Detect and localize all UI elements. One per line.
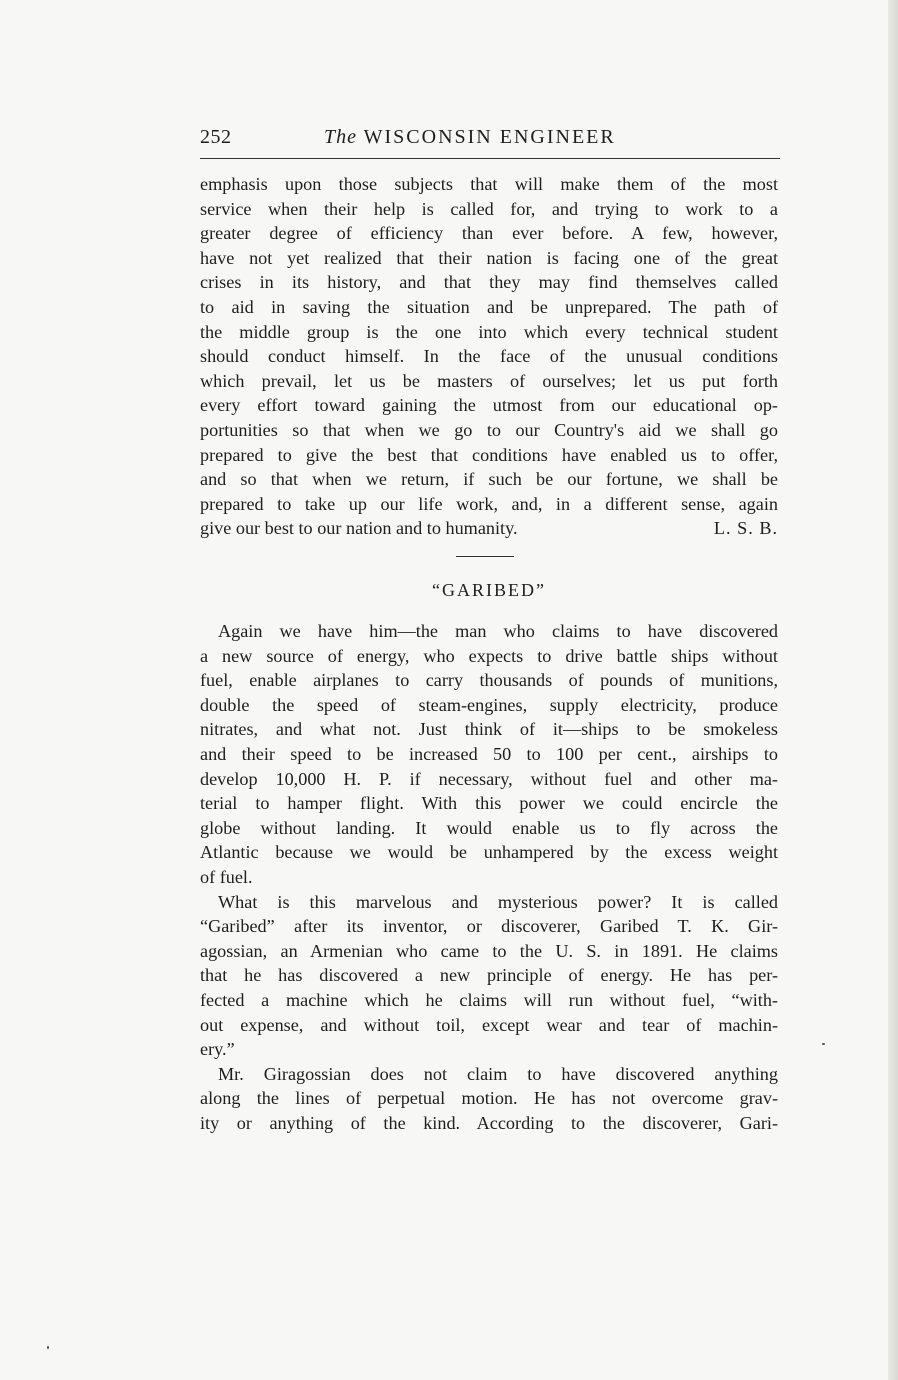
text-line: and so that when we return, if such be our fortune, we shall be bbox=[200, 469, 778, 490]
text-line: Again we have him—the man who claims to have discovered bbox=[218, 621, 778, 641]
text-line: to aid in saving the situation and be unprepared. The path of bbox=[200, 296, 778, 317]
page-number: 252 bbox=[200, 126, 232, 148]
text-line: double the speed of steam-engines, supply electricity, produce bbox=[200, 694, 778, 715]
text-line: prepared to give the best that conditions have enabled us to offer, bbox=[200, 444, 778, 465]
text-line: develop 10,000 H. P. if necessary, without fuel and other ma- bbox=[200, 768, 778, 789]
text-line: crises in its history, and that they may find themselves called bbox=[200, 272, 778, 293]
closing-line bbox=[200, 516, 778, 541]
text-line: fuel, enable airplanes to carry thousands of pounds of munitions, bbox=[200, 670, 778, 691]
text-line: What is this marvelous and mysterious power? It is called bbox=[218, 891, 778, 912]
text-line: and their speed to be increased 50 to 100 per cent., airships to bbox=[200, 743, 778, 764]
text-line: every effort toward gaining the utmost from our educational op- bbox=[200, 395, 778, 416]
text-line: globe without landing. It would enable us to fly across the bbox=[200, 817, 778, 838]
text-line: of fuel. bbox=[200, 866, 253, 887]
journal-title bbox=[324, 126, 616, 149]
text-line: service when their help is called for, and trying to work to a bbox=[200, 198, 778, 219]
text-line: the middle group is the one into which every technical student bbox=[200, 321, 778, 342]
text-line: give our best to our nation and to humanity. bbox=[200, 518, 518, 539]
page-edge bbox=[888, 0, 898, 1380]
text-line: fected a machine which he claims will run without fuel, “with- bbox=[200, 989, 778, 1010]
section-divider bbox=[456, 556, 514, 557]
article-title: “GARIBED” bbox=[432, 580, 546, 600]
text-line: ity or anything of the kind. According to the discoverer, Gari- bbox=[200, 1112, 778, 1133]
text-line: Atlantic because we would be unhampered by the excess weight bbox=[200, 842, 778, 863]
text-line: which prevail, let us be masters of ourselves; let us put forth bbox=[200, 370, 778, 391]
text-line: nitrates, and what not. Just think of it—ships to be smokeless bbox=[200, 719, 778, 740]
print-speck bbox=[822, 1043, 825, 1045]
author-signature: L. S. B. bbox=[713, 518, 778, 539]
journal-name: WISCONSIN ENGINEER bbox=[363, 126, 616, 148]
text-line: ery.” bbox=[200, 1039, 235, 1060]
text-line: portunities so that when we go to our Country's aid we shall go bbox=[200, 419, 778, 440]
print-speck bbox=[47, 1346, 49, 1349]
text-line: have not yet realized that their nation is facing one of the great bbox=[200, 247, 778, 268]
text-line: that he has discovered a new principle of energy. He has per- bbox=[200, 965, 778, 986]
text-line: agossian, an Armenian who came to the U. S. in 1891. He claims bbox=[200, 940, 778, 961]
journal-prefix: The bbox=[324, 126, 357, 148]
text-line: along the lines of perpetual motion. He has not overcome grav- bbox=[200, 1088, 778, 1109]
article-body bbox=[200, 619, 778, 1135]
text-line: should conduct himself. In the face of the unusual conditions bbox=[200, 346, 778, 367]
text-line: emphasis upon those subjects that will make them of the most bbox=[200, 174, 778, 194]
running-header bbox=[200, 126, 780, 156]
intro-paragraph bbox=[200, 172, 778, 541]
text-line: Mr. Giragossian does not claim to have discovered anything bbox=[218, 1063, 778, 1084]
text-line: out expense, and without toil, except wear and tear of machin- bbox=[200, 1014, 778, 1035]
text-line: a new source of energy, who expects to drive battle ships without bbox=[200, 645, 778, 666]
text-line: “Garibed” after its inventor, or discoverer, Garibed T. K. Gir- bbox=[200, 916, 778, 937]
text-line: prepared to take up our life work, and, in a different sense, again bbox=[200, 493, 778, 514]
text-line: greater degree of efficiency than ever before. A few, however, bbox=[200, 223, 778, 244]
text-line: terial to hamper flight. With this power we could encircle the bbox=[200, 793, 778, 814]
header-rule bbox=[200, 158, 780, 159]
